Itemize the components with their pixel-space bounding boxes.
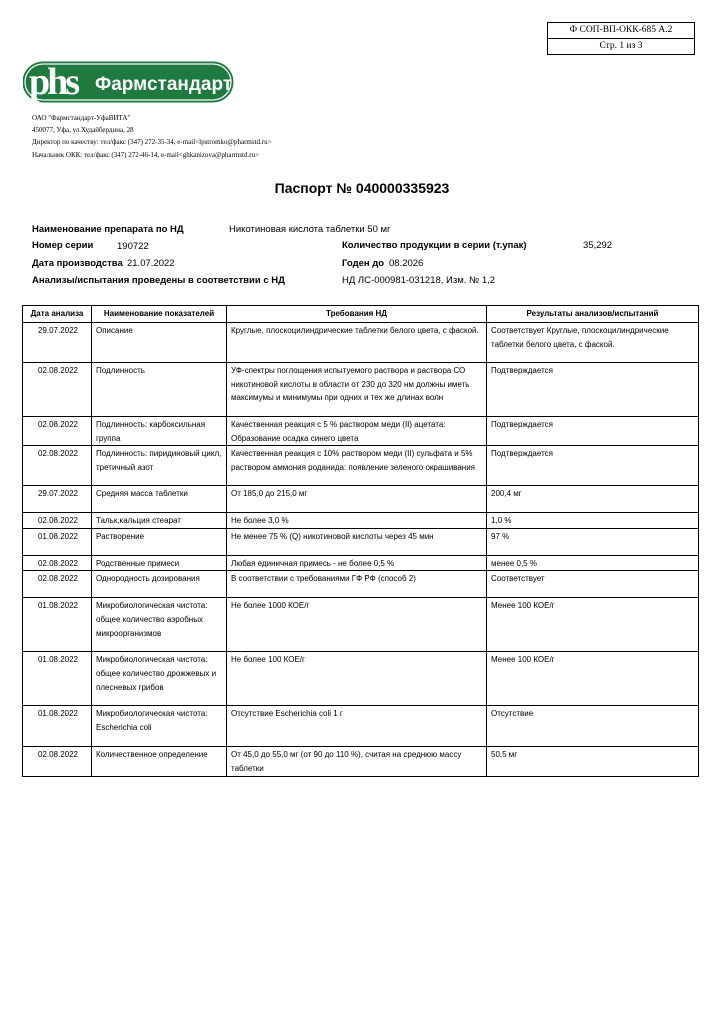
requirement-cell: Любая единичная примесь - не более 0,5 % xyxy=(227,555,487,571)
result-cell: 50,5 мг xyxy=(487,747,699,776)
qty-label: Количество продукции в серии (т.упак) xyxy=(342,240,527,251)
analysis-date-cell: 01.08.2022 xyxy=(23,652,92,706)
indicator-name-cell: Количественное определение xyxy=(92,747,227,776)
table-row xyxy=(23,747,699,776)
pharmstandard-logo xyxy=(23,56,235,106)
table-row xyxy=(23,555,699,571)
indicator-name-cell: Микробиологическая чистота: общее количество аэробных микроорганизмов xyxy=(92,598,227,652)
analysis-date-cell: 29.07.2022 xyxy=(23,486,92,513)
requirement-cell: Отсутствие Escherichia coli 1 г xyxy=(227,706,487,747)
header-requirements: Требования НД xyxy=(227,306,487,323)
requirement-cell: УФ-спектры поглощения испытуемого раствора и раствора СО никотиновой кислоты в области от 230 до 320 нм должны иметь максимумы и минимумы при одних и тех же длинах волн xyxy=(227,363,487,417)
analysis-date-cell: 02.08.2022 xyxy=(23,513,92,529)
indicator-name-cell: Тальк,кальция стеарат xyxy=(92,513,227,529)
production-date-label: Дата производства xyxy=(32,258,123,269)
company-info xyxy=(32,112,272,161)
result-cell: Соответствует xyxy=(487,571,699,598)
result-cell: 200,4 мг xyxy=(487,486,699,513)
drug-label: Наименование препарата по НД xyxy=(32,224,184,235)
table-row xyxy=(23,363,699,417)
requirement-cell: Круглые, плоскоцилиндрические таблетки белого цвета, с фаской. xyxy=(227,323,487,363)
indicator-name-cell: Однородность дозирования xyxy=(92,571,227,598)
table-row xyxy=(23,652,699,706)
analysis-date-cell: 02.08.2022 xyxy=(23,555,92,571)
analysis-date-cell: 29.07.2022 xyxy=(23,323,92,363)
production-date-value: 21.07.2022 xyxy=(127,258,175,269)
result-cell: Подтверждается xyxy=(487,446,699,486)
indicator-name-cell: Родственные примеси xyxy=(92,555,227,571)
indicator-name-cell: Растворение xyxy=(92,528,227,555)
indicator-name-cell: Микробиологическая чистота: общее количество дрожжевых и плесневых грибов xyxy=(92,652,227,706)
table-row xyxy=(23,417,699,446)
logo-mark: phs xyxy=(29,61,78,103)
table-row xyxy=(23,706,699,747)
requirement-cell: В соответствии с требованиями ГФ РФ (способ 2) xyxy=(227,571,487,598)
table-row xyxy=(23,446,699,486)
result-cell: Менее 100 КОЕ/г xyxy=(487,598,699,652)
indicator-name-cell: Описание xyxy=(92,323,227,363)
qty-value: 35,292 xyxy=(583,240,613,251)
analysis-date-cell: 01.08.2022 xyxy=(23,528,92,555)
company-address: 450077, Уфа, ул.Худайбердина, 28 xyxy=(32,126,134,135)
requirement-cell: Качественная реакция с 10% раствором меди (II) сульфата и 5% раствором аммония роданида: появление зеленого окрашивания xyxy=(227,446,487,486)
table-header-row xyxy=(23,306,699,323)
result-cell: Отсутствие xyxy=(487,706,699,747)
requirement-cell: Не более 1000 КОЕ/г xyxy=(227,598,487,652)
company-name: ОАО "Фармстандарт-УфаВИТА" xyxy=(32,114,131,122)
header-results: Результаты анализов/испытаний xyxy=(487,306,699,323)
header-date: Дата анализа xyxy=(23,306,92,323)
result-cell: Менее 100 КОЕ/г xyxy=(487,652,699,706)
indicator-name-cell: Подлинность: карбоксильная группа xyxy=(92,417,227,446)
analysis-date-cell: 02.08.2022 xyxy=(23,417,92,446)
table-row xyxy=(23,513,699,529)
valid-until-value: 08.2026 xyxy=(389,258,424,269)
requirement-cell: Качественная реакция с 5 % раствором меди (II) ацетата: Образование осадка синего цвета xyxy=(227,417,487,446)
requirement-cell: От 45,0 до 55,0 мг (от 90 до 110 %), считая на среднюю массу таблетки xyxy=(227,747,487,776)
results-table xyxy=(22,305,699,777)
table-row xyxy=(23,528,699,555)
table-row xyxy=(23,486,699,513)
analysis-date-cell: 02.08.2022 xyxy=(23,446,92,486)
logo-text: Фармстандарт xyxy=(95,74,233,95)
result-cell: Подтверждается xyxy=(487,363,699,417)
passport-title: Паспорт № 040000335923 xyxy=(274,180,450,196)
result-cell: 1,0 % xyxy=(487,513,699,529)
analysis-date-cell: 02.08.2022 xyxy=(23,571,92,598)
result-cell: менее 0,5 % xyxy=(487,555,699,571)
table-row xyxy=(23,598,699,652)
table-row xyxy=(23,323,699,363)
analysis-date-cell: 01.08.2022 xyxy=(23,598,92,652)
requirement-cell: Не менее 75 % (Q) никотиновой кислоты через 45 мин xyxy=(227,528,487,555)
indicator-name-cell: Средняя масса таблетки xyxy=(92,486,227,513)
table-row xyxy=(23,571,699,598)
form-code: Ф СОП-ВП-ОКК-685 А.2 xyxy=(569,25,673,35)
analysis-date-cell: 02.08.2022 xyxy=(23,747,92,776)
quality-director: Директор по качеству: тел/факс (347) 272-35-34, e-mail<lpstromko@pharmstd.ru> xyxy=(32,138,272,147)
analysis-value: НД ЛС-000981-031218, Изм. № 1,2 xyxy=(342,275,496,286)
indicator-name-cell: Подлинность xyxy=(92,363,227,417)
valid-until-label: Годен до xyxy=(342,258,385,269)
series-value: 190722 xyxy=(117,241,149,252)
result-cell: Соответствует Круглые, плоскоцилиндрические таблетки белого цвета, с фаской. xyxy=(487,323,699,363)
result-cell: 97 % xyxy=(487,528,699,555)
requirement-cell: Не более 3,0 % xyxy=(227,513,487,529)
analysis-date-cell: 02.08.2022 xyxy=(23,363,92,417)
analysis-label: Анализы/испытания проведены в соответствии с НД xyxy=(32,275,285,286)
drug-value: Никотиновая кислота таблетки 50 мг xyxy=(229,224,391,235)
header-indicator: Наименование показателей xyxy=(92,306,227,323)
okk-head: Начальник ОКК: тел/факс (347) 272-46-14, e-mail<ghkanizova@pharmstd.ru> xyxy=(32,150,260,159)
indicator-name-cell: Подлинность: пиридиновый цикл, третичный азот xyxy=(92,446,227,486)
series-label: Номер серии xyxy=(32,240,94,251)
indicator-name-cell: Микробиологическая чистота: Escherichia coli xyxy=(92,706,227,747)
page-number: Стр. 1 из 3 xyxy=(548,38,694,54)
requirement-cell: Не более 100 КОЕ/г xyxy=(227,652,487,706)
analysis-date-cell: 01.08.2022 xyxy=(23,706,92,747)
requirement-cell: От 185,0 до 215,0 мг xyxy=(227,486,487,513)
result-cell: Подтверждается xyxy=(487,417,699,446)
document-code-box xyxy=(547,22,695,55)
